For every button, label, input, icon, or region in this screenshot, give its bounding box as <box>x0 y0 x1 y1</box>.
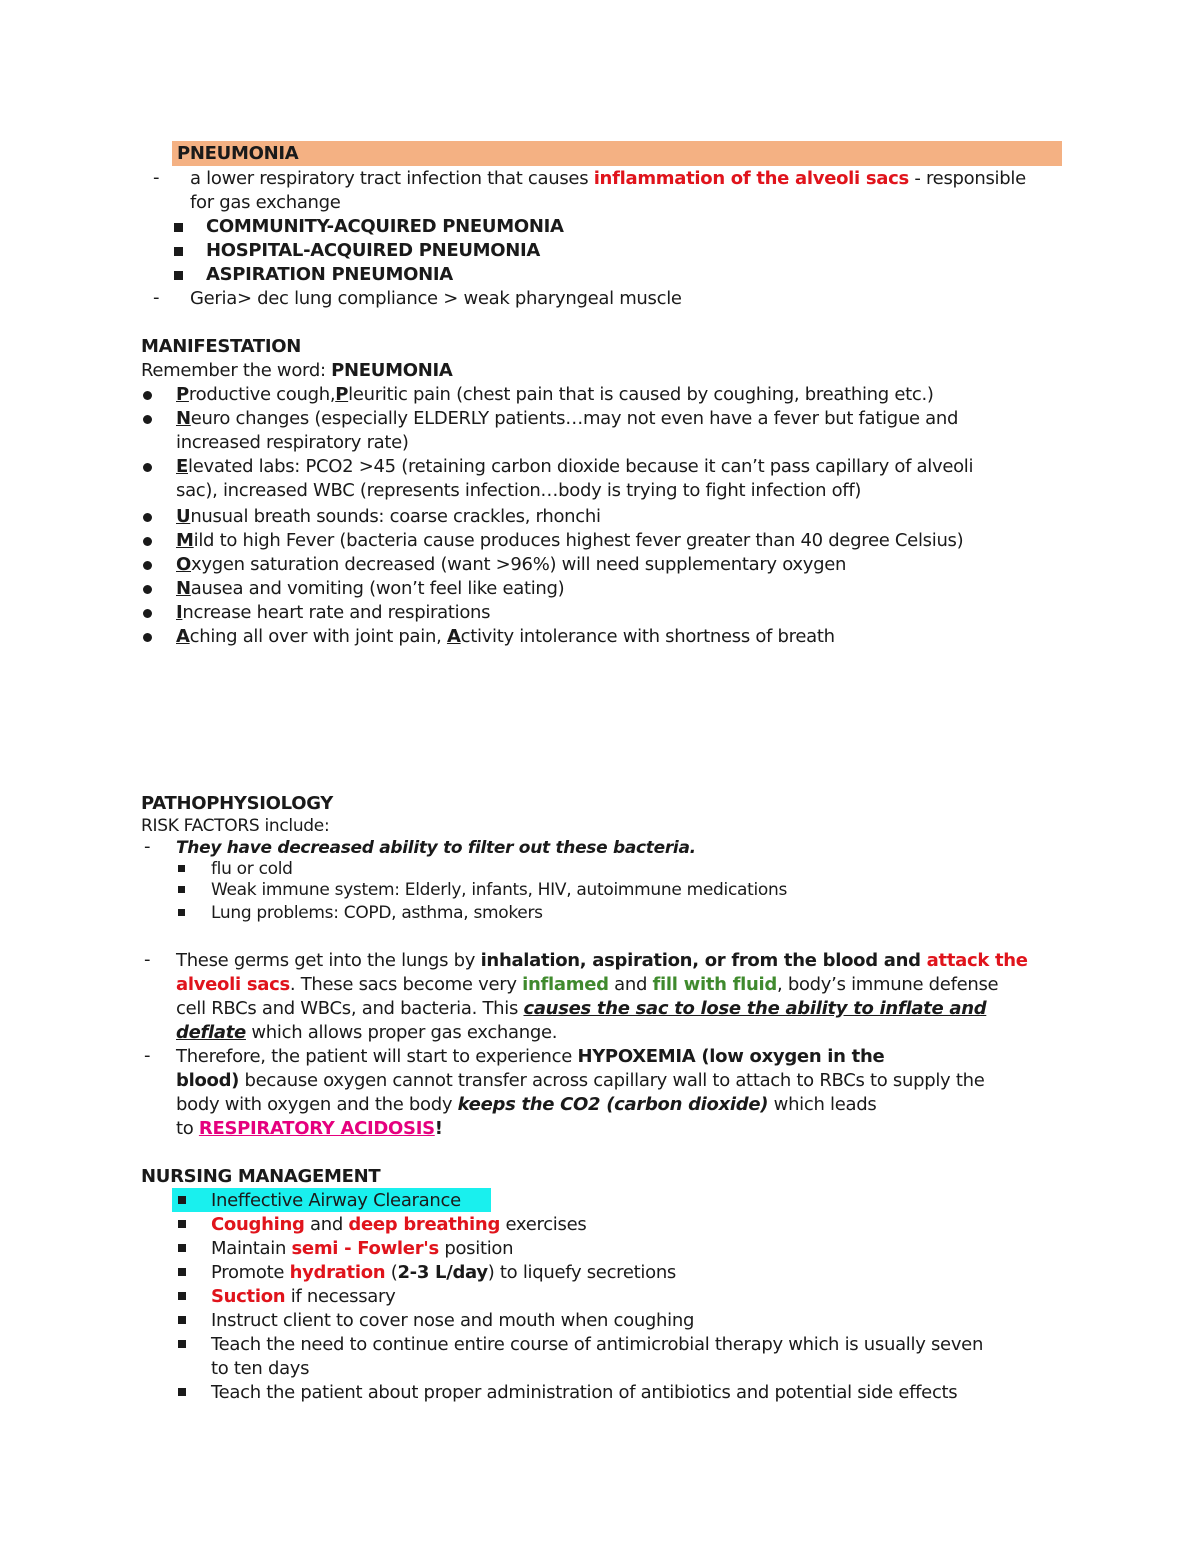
bullet-dot-icon <box>143 415 152 424</box>
nursing-item-suction: Suction if necessary <box>211 1286 396 1307</box>
square-bullet-icon <box>178 1292 186 1300</box>
square-bullet-icon <box>178 865 185 872</box>
dash-bullet: - <box>144 949 151 970</box>
patho-paragraph-2-line-4: to RESPIRATORY ACIDOSIS! <box>176 1118 443 1139</box>
type-hospital: HOSPITAL-ACQUIRED PNEUMONIA <box>206 240 541 261</box>
section-title-pneumonia: PNEUMONIA <box>177 143 299 164</box>
manifest-item-m: Mild to high Fever (bacteria cause produces highest fever greater than 40 degree Celsius) <box>176 530 964 551</box>
bullet-dot-icon <box>143 561 152 570</box>
bullet-dot-icon <box>143 391 152 400</box>
section-title-nursing: NURSING MANAGEMENT <box>141 1166 381 1187</box>
nursing-item-antimicrobial-cont: to ten days <box>211 1358 310 1379</box>
square-bullet-icon <box>174 247 183 256</box>
square-bullet-icon <box>178 1244 186 1252</box>
manifest-item-a: Aching all over with joint pain, Activity intolerance with shortness of breath <box>176 626 835 647</box>
patho-paragraph-1-line-3: cell RBCs and WBCs, and bacteria. This causes the sac to lose the ability to inflate and <box>176 998 987 1019</box>
nursing-item-airway: Ineffective Airway Clearance <box>211 1190 461 1211</box>
type-aspiration: ASPIRATION PNEUMONIA <box>206 264 453 285</box>
definition-line: a lower respiratory tract infection that causes inflammation of the alveoli sacs - responsible <box>190 168 1026 189</box>
square-bullet-icon <box>178 1268 186 1276</box>
remember-line: Remember the word: PNEUMONIA <box>141 360 453 381</box>
geria-line: Geria> dec lung compliance > weak pharyngeal muscle <box>190 288 682 309</box>
manifest-item-n: Neuro changes (especially ELDERLY patients…may not even have a fever but fatigue and <box>176 408 959 429</box>
patho-paragraph-2-line-1: Therefore, the patient will start to experience HYPOXEMIA (low oxygen in the <box>176 1046 885 1067</box>
manifest-item-p: Productive cough,Pleuritic pain (chest pain that is caused by coughing, breathing etc.) <box>176 384 934 405</box>
square-bullet-icon <box>178 1316 186 1324</box>
square-bullet-icon <box>174 271 183 280</box>
dash-bullet: - <box>144 836 151 857</box>
nursing-item-coughing: Coughing and deep breathing exercises <box>211 1214 587 1235</box>
manifest-item-e: Elevated labs: PCO2 >45 (retaining carbon dioxide because it can’t pass capillary of alveoli <box>176 456 974 477</box>
risk-factor-item: flu or cold <box>211 859 293 879</box>
bullet-dot-icon <box>143 633 152 642</box>
manifest-item-i: Increase heart rate and respirations <box>176 602 491 623</box>
square-bullet-icon <box>178 909 185 916</box>
title-highlight <box>172 141 1062 166</box>
patho-paragraph-1-line-1: These germs get into the lungs by inhalation, aspiration, or from the blood and attack the <box>176 950 1028 971</box>
decreased-ability-line: They have decreased ability to filter out these bacteria. <box>176 838 696 858</box>
patho-paragraph-2-line-3: body with oxygen and the body keeps the CO2 (carbon dioxide) which leads <box>176 1094 877 1115</box>
bullet-dot-icon <box>143 609 152 618</box>
square-bullet-icon <box>178 1220 186 1228</box>
type-community: COMMUNITY-ACQUIRED PNEUMONIA <box>206 216 564 237</box>
square-bullet-icon <box>178 1388 186 1396</box>
square-bullet-icon <box>178 1340 186 1348</box>
nursing-item-fowler: Maintain semi - Fowler's position <box>211 1238 514 1259</box>
dash-bullet: - <box>153 287 160 308</box>
square-bullet-icon <box>174 223 183 232</box>
nursing-item-antimicrobial: Teach the need to continue entire course of antimicrobial therapy which is usually seven <box>211 1334 984 1355</box>
manifest-item-e-cont: sac), increased WBC (represents infection…body is trying to fight infection off) <box>176 480 862 501</box>
dash-bullet: - <box>153 167 160 188</box>
manifest-item-n-cont: increased respiratory rate) <box>176 432 409 453</box>
risk-factors-label: RISK FACTORS include: <box>141 816 330 836</box>
manifest-item-o: Oxygen saturation decreased (want >96%) will need supplementary oxygen <box>176 554 847 575</box>
square-bullet-icon <box>178 886 185 893</box>
risk-factor-item: Weak immune system: Elderly, infants, HIV, autoimmune medications <box>211 880 788 900</box>
section-title-pathophysiology: PATHOPHYSIOLOGY <box>141 793 334 814</box>
risk-factor-item: Lung problems: COPD, asthma, smokers <box>211 903 543 923</box>
patho-paragraph-1-line-4: deflate which allows proper gas exchange. <box>176 1022 558 1043</box>
nursing-item-hydration: Promote hydration (2-3 L/day) to liquefy secretions <box>211 1262 677 1283</box>
patho-paragraph-1-line-2: alveoli sacs. These sacs become very inflamed and fill with fluid, body’s immune defense <box>176 974 999 995</box>
bullet-dot-icon <box>143 513 152 522</box>
bullet-dot-icon <box>143 537 152 546</box>
nursing-item-antibiotics: Teach the patient about proper administration of antibiotics and potential side effects <box>211 1382 958 1403</box>
square-bullet-icon <box>178 1196 186 1204</box>
patho-paragraph-2-line-2: blood) because oxygen cannot transfer across capillary wall to attach to RBCs to supply the <box>176 1070 985 1091</box>
bullet-dot-icon <box>143 463 152 472</box>
nursing-item-cover: Instruct client to cover nose and mouth when coughing <box>211 1310 695 1331</box>
bullet-dot-icon <box>143 585 152 594</box>
section-title-manifestation: MANIFESTATION <box>141 336 302 357</box>
dash-bullet: - <box>144 1045 151 1066</box>
manifest-item-u: Unusual breath sounds: coarse crackles, rhonchi <box>176 506 601 527</box>
definition-line-2: for gas exchange <box>190 192 341 213</box>
manifest-item-n2: Nausea and vomiting (won’t feel like eating) <box>176 578 565 599</box>
